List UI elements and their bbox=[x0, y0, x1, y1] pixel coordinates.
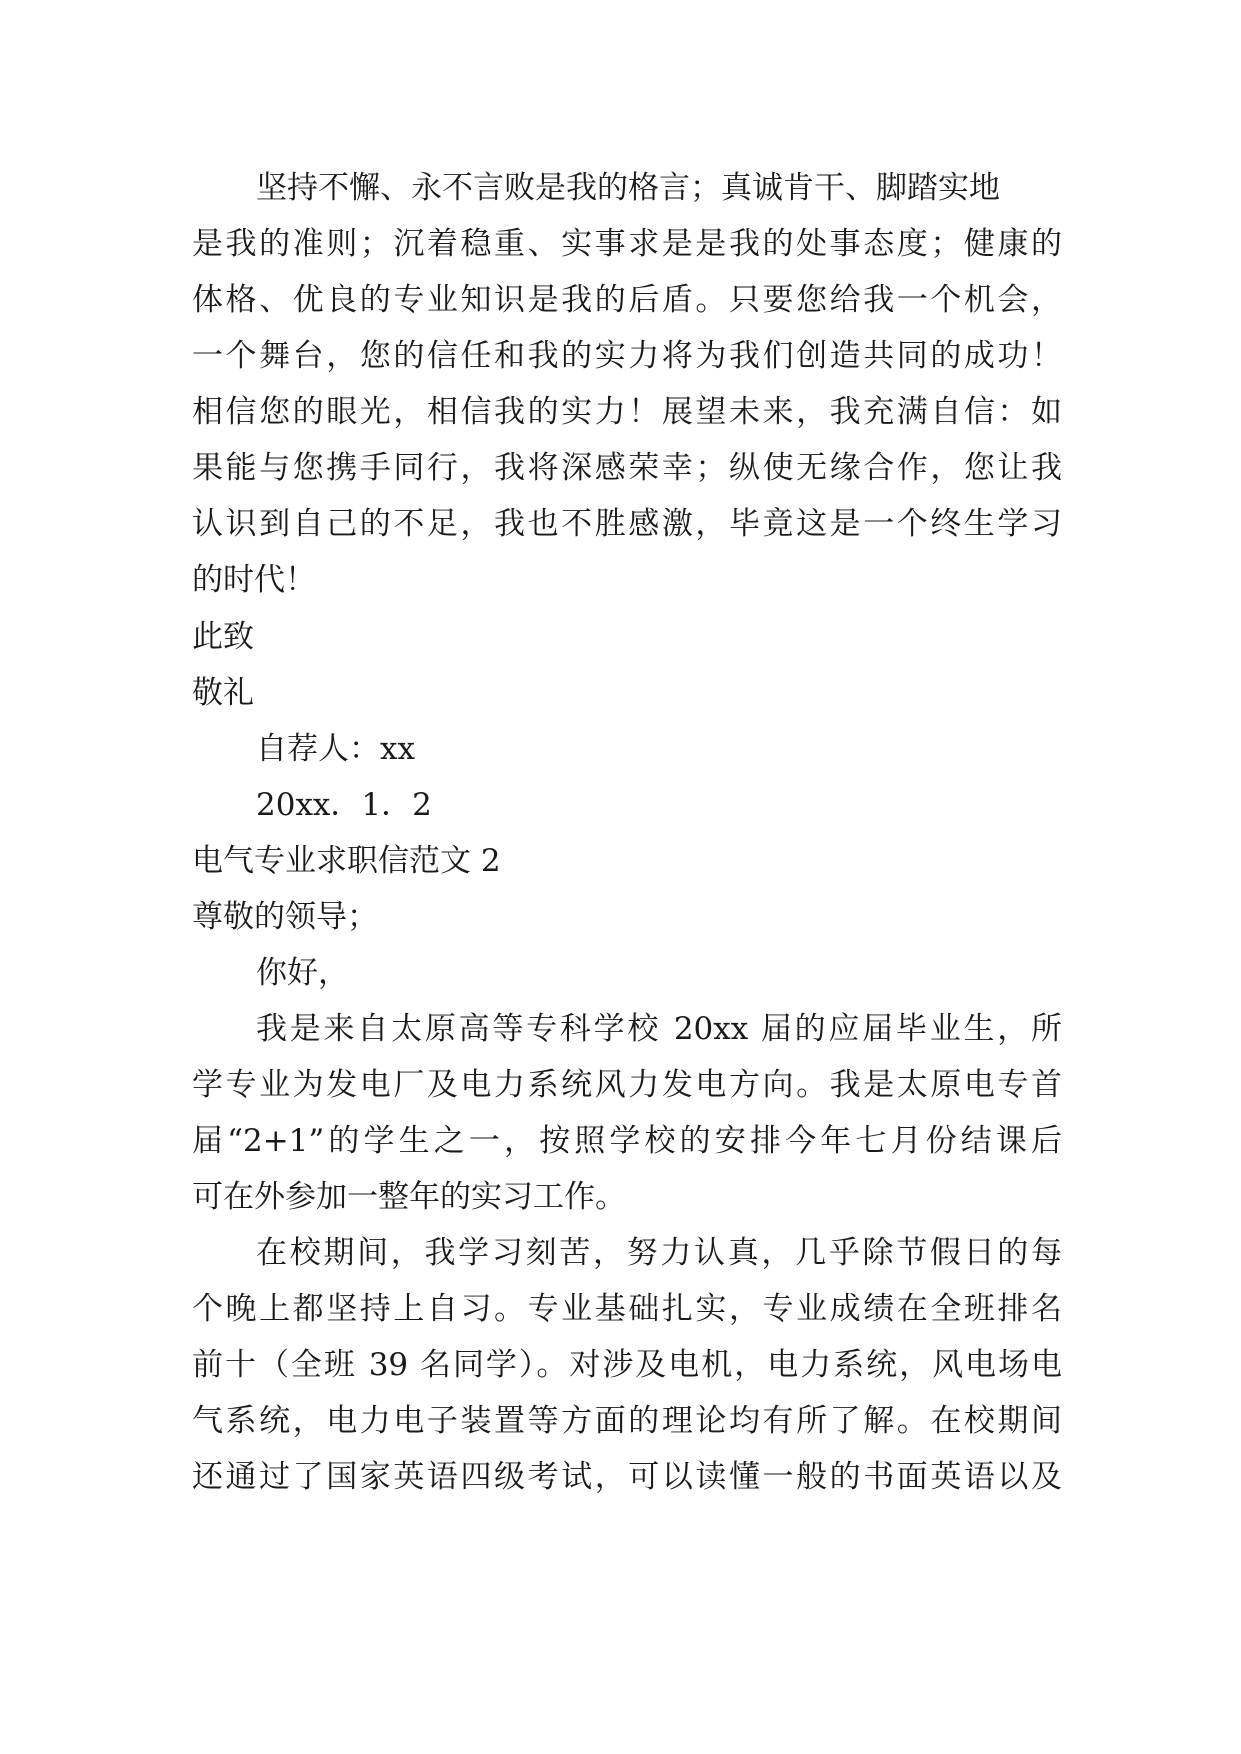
letter-date: 20xx．1．2 bbox=[256, 787, 432, 823]
paragraph-line: 可在外参加一整年的实习工作。 bbox=[192, 1179, 626, 1215]
paragraph-line: 是我的准则；沉着稳重、实事求是是我的处事态度；健康的 bbox=[192, 226, 1062, 262]
paragraph-line: 气系统，电力电子装置等方面的理论均有所了解。在校期间 bbox=[192, 1403, 1062, 1439]
paragraph-line: 认识到自己的不足，我也不胜感激，毕竟这是一个终生学习 bbox=[192, 506, 1062, 542]
paragraph-line: 在校期间，我学习刻苦，努力认真，几乎除节假日的每 bbox=[256, 1235, 1062, 1271]
signer: 自荐人：xx bbox=[256, 731, 415, 767]
paragraph-line: 还通过了国家英语四级考试，可以读懂一般的书面英语以及 bbox=[192, 1459, 1062, 1495]
paragraph-line: 相信您的眼光，相信我的实力！展望未来，我充满自信：如 bbox=[192, 394, 1062, 430]
paragraph-line: 果能与您携手同行，我将深感荣幸；纵使无缘合作，您让我 bbox=[192, 450, 1062, 486]
paragraph-line: 届“2+1”的学生之一，按照学校的安排今年七月份结课后 bbox=[192, 1123, 1062, 1159]
paragraph-line: 的时代！ bbox=[192, 562, 316, 598]
paragraph-line: 个晚上都坚持上自习。专业基础扎实，专业成绩在全班排名 bbox=[192, 1291, 1062, 1327]
paragraph-line: 一个舞台，您的信任和我的实力将为我们创造共同的成功！ bbox=[192, 338, 1062, 374]
paragraph-line: 坚持不懈、永不言败是我的格言；真诚肯干、脚踏实地 bbox=[256, 170, 1000, 206]
salutation: 尊敬的领导； bbox=[192, 899, 378, 935]
closing-line: 此致 bbox=[192, 619, 254, 655]
paragraph-line: 前十（全班 39 名同学）。对涉及电机，电力系统，风电场电 bbox=[192, 1347, 1062, 1383]
section-title: 电气专业求职信范文 2 bbox=[192, 843, 501, 879]
paragraph-line: 学专业为发电厂及电力系统风力发电方向。我是太原电专首 bbox=[192, 1067, 1062, 1103]
closing-line: 敬礼 bbox=[192, 675, 254, 711]
paragraph-line: 体格、优良的专业知识是我的后盾。只要您给我一个机会， bbox=[192, 282, 1062, 318]
greeting: 你好， bbox=[256, 955, 349, 991]
paragraph-line: 我是来自太原高等专科学校 20xx 届的应届毕业生，所 bbox=[256, 1011, 1062, 1047]
